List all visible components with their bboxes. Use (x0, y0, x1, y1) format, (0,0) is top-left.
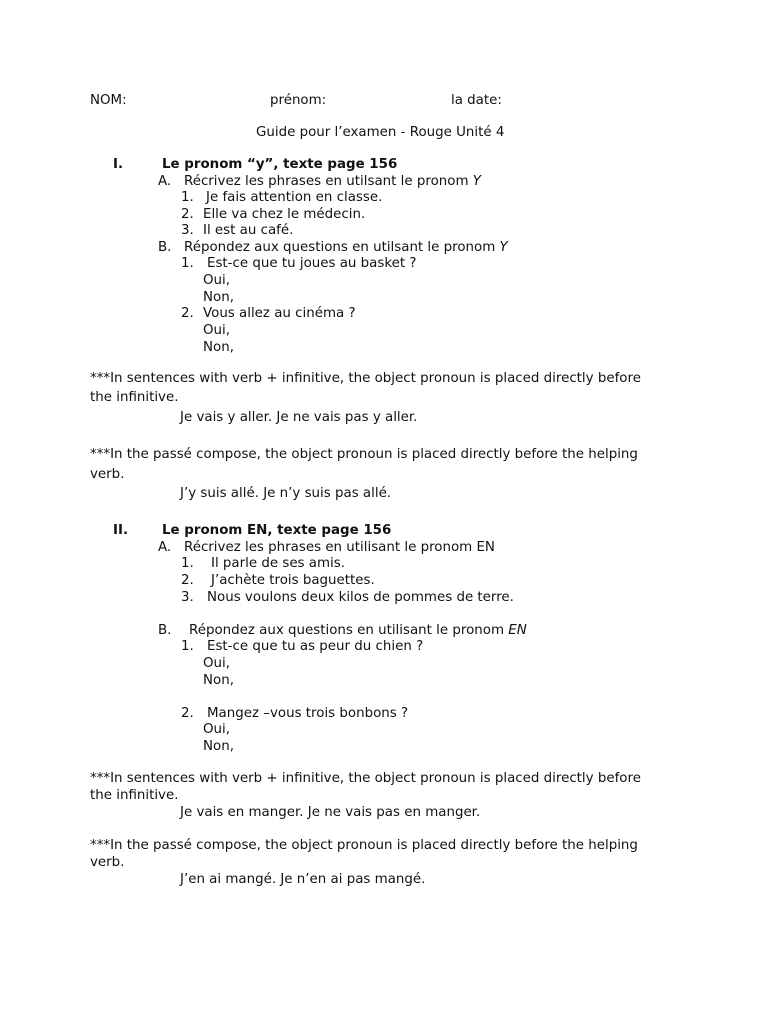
answer-oui: Oui, (203, 273, 231, 288)
section-1-b-instruction: Répondez aux questions en utilsant le pronom Y (184, 240, 508, 255)
grammar-note: ***In the passé compose, the object pronoun is placed directly before the helping (90, 838, 638, 853)
list-item: Il parle de ses amis. (211, 556, 345, 571)
list-item-number: 1. (181, 190, 194, 205)
question-number: 1. (181, 639, 194, 654)
question-number: 2. (181, 306, 194, 321)
grammar-example: J’en ai mangé. Je n’en ai pas mangé. (180, 872, 426, 887)
list-item: Je fais attention en classe. (206, 190, 383, 205)
answer-non: Non, (203, 340, 234, 355)
section-1-b-letter: B. (158, 240, 172, 255)
section-1-a-instruction: Récrivez les phrases en utilsant le pronom Y (184, 174, 481, 189)
list-item-number: 2. (181, 207, 194, 222)
section-2-number: II. (113, 523, 129, 538)
grammar-example: Je vais y aller. Je ne vais pas y aller. (180, 410, 418, 425)
grammar-example: Je vais en manger. Je ne vais pas en manger. (180, 805, 481, 820)
list-item-number: 3. (181, 223, 194, 238)
answer-oui: Oui, (203, 722, 231, 737)
answer-non: Non, (203, 673, 234, 688)
document-title: Guide pour l’examen - Rouge Unité 4 (256, 125, 505, 140)
section-1-title: Le pronom “y”, texte page 156 (162, 157, 398, 172)
question-number: 1. (181, 256, 194, 271)
grammar-example: J’y suis allé. Je n’y suis pas allé. (180, 486, 392, 501)
grammar-note: ***In sentences with verb + infinitive, the object pronoun is placed directly before (90, 771, 641, 786)
question-text: Mangez –vous trois bonbons ? (207, 706, 409, 721)
list-item-number: 2. (181, 573, 194, 588)
grammar-note: ***In the passé compose, the object pronoun is placed directly before the helping (90, 447, 638, 462)
grammar-note: verb. (90, 855, 125, 870)
list-item: Il est au café. (203, 223, 294, 238)
answer-non: Non, (203, 290, 234, 305)
list-item: Elle va chez le médecin. (203, 207, 366, 222)
question-text: Est-ce que tu joues au basket ? (207, 256, 417, 271)
question-text: Vous allez au cinéma ? (203, 306, 356, 321)
section-2-a-letter: A. (158, 540, 172, 555)
list-item: J’achète trois baguettes. (211, 573, 375, 588)
answer-non: Non, (203, 739, 234, 754)
section-2-b-letter: B. (158, 623, 172, 638)
section-2-b-instruction: Répondez aux questions en utilisant le pronom EN (189, 623, 527, 638)
grammar-note: the infinitive. (90, 390, 179, 405)
section-1-number: I. (113, 157, 124, 172)
section-2-title: Le pronom EN, texte page 156 (162, 523, 392, 538)
list-item: Nous voulons deux kilos de pommes de terre. (207, 590, 514, 605)
list-item-number: 1. (181, 556, 194, 571)
answer-oui: Oui, (203, 656, 231, 671)
list-item-number: 3. (181, 590, 194, 605)
nom-label: NOM: (90, 93, 127, 108)
question-number: 2. (181, 706, 194, 721)
answer-oui: Oui, (203, 323, 231, 338)
grammar-note: the infinitive. (90, 788, 179, 803)
question-text: Est-ce que tu as peur du chien ? (207, 639, 424, 654)
prenom-label: prénom: (270, 93, 327, 108)
grammar-note: verb. (90, 467, 125, 482)
date-label: la date: (451, 93, 502, 108)
section-1-a-letter: A. (158, 174, 172, 189)
grammar-note: ***In sentences with verb + infinitive, the object pronoun is placed directly before (90, 371, 641, 386)
section-2-a-instruction: Récrivez les phrases en utilisant le pronom EN (184, 540, 495, 555)
